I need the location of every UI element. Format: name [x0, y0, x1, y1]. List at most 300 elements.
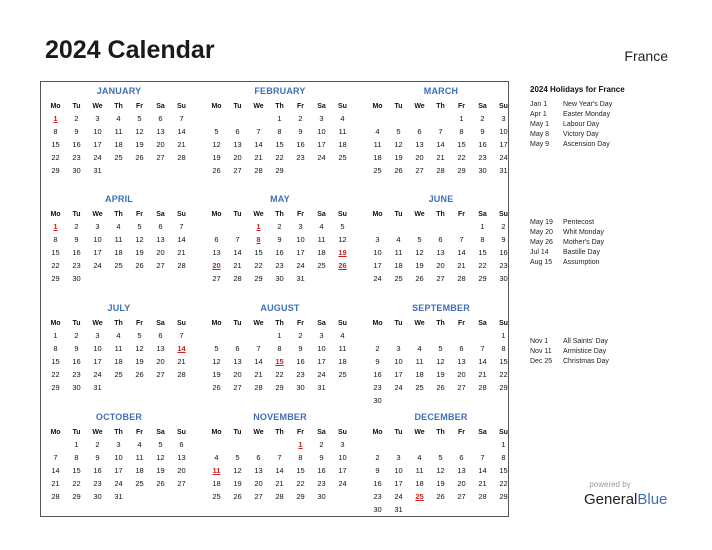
week-row — [206, 233, 354, 246]
weekday-header — [206, 318, 354, 329]
day-cell: 29 — [51, 383, 60, 392]
month-may — [206, 193, 354, 285]
holiday-date: Nov 11 — [530, 348, 552, 355]
weekday-label: Th — [436, 211, 445, 218]
day-cell: 23 — [275, 261, 284, 270]
day-cell: 12 — [436, 357, 445, 366]
week-row — [206, 151, 354, 164]
week-row — [206, 329, 354, 342]
empty-cell — [332, 164, 353, 177]
empty-cell — [129, 272, 150, 285]
country-label: France — [624, 48, 668, 64]
day-cell: 24 — [93, 153, 102, 162]
day-cell: 5 — [396, 127, 401, 136]
weekday-label: Th — [275, 103, 284, 110]
day-cell: 18 — [394, 261, 403, 270]
day-cell: 21 — [436, 153, 445, 162]
holiday-date: May 1 — [530, 121, 550, 128]
day-cell: 1 — [53, 331, 58, 340]
week-row — [206, 451, 354, 464]
day-cell: 27 — [415, 166, 424, 175]
day-cell: 10 — [317, 344, 326, 353]
day-cell: 9 — [319, 453, 324, 462]
week-row — [45, 381, 193, 394]
brand-name-part2: Blue — [637, 491, 668, 508]
weekday-label: Su — [499, 103, 508, 110]
weekday-header — [45, 209, 193, 220]
holiday-list — [530, 337, 609, 367]
day-cell: 22 — [478, 261, 487, 270]
holiday-date: May 26 — [530, 239, 553, 246]
day-cell: 18 — [212, 479, 221, 488]
day-cell: 6 — [417, 127, 422, 136]
weekday-label: Th — [114, 211, 123, 218]
day-cell: 5 — [235, 453, 240, 462]
weekday-label: We — [414, 429, 425, 436]
day-cell: 2 — [74, 114, 79, 123]
empty-cell — [206, 112, 227, 125]
day-cell: 14 — [478, 466, 487, 475]
day-cell: 16 — [72, 248, 81, 257]
empty-cell — [227, 112, 248, 125]
weekday-label: Th — [436, 103, 445, 110]
holiday-item — [530, 100, 612, 110]
day-cell: 5 — [137, 114, 142, 123]
day-cell: 28 — [275, 492, 284, 501]
empty-cell — [129, 164, 150, 177]
day-cell: 1 — [277, 114, 282, 123]
day-cell: 25 — [114, 370, 123, 379]
weekday-label: Su — [177, 103, 186, 110]
weekday-label: Tu — [233, 103, 242, 110]
day-cell: 12 — [338, 235, 347, 244]
day-cell: 2 — [74, 222, 79, 231]
month-february — [206, 85, 354, 177]
day-cell: 17 — [373, 261, 382, 270]
day-cell: 27 — [457, 492, 466, 501]
weekday-label: Sa — [478, 429, 487, 436]
day-cell: 23 — [373, 383, 382, 392]
day-cell: 21 — [478, 370, 487, 379]
week-row — [206, 220, 354, 233]
day-cell: 6 — [459, 344, 464, 353]
day-cell: 16 — [72, 140, 81, 149]
day-cell: 19 — [212, 370, 221, 379]
week-row — [367, 368, 515, 381]
day-cell: 16 — [93, 466, 102, 475]
day-cell: 12 — [135, 344, 144, 353]
day-cell: 8 — [501, 344, 506, 353]
empty-cell — [409, 329, 430, 342]
holiday-date: May 9 — [530, 141, 550, 148]
day-cell: 7 — [53, 453, 58, 462]
day-cell: 18 — [338, 140, 347, 149]
weekday-label: Tu — [394, 429, 403, 436]
empty-cell — [388, 394, 409, 407]
weekday-label: Fr — [297, 320, 304, 327]
empty-cell — [332, 490, 353, 503]
day-cell: 9 — [74, 127, 79, 136]
day-cell: 8 — [53, 344, 58, 353]
day-cell: 5 — [438, 453, 443, 462]
day-cell: 10 — [114, 453, 123, 462]
day-cell: 5 — [417, 235, 422, 244]
weekday-header — [367, 318, 515, 329]
holiday-date: May 8 — [530, 131, 550, 138]
empty-cell — [150, 164, 171, 177]
day-cell: 30 — [72, 274, 81, 283]
month-name: MAY — [270, 194, 290, 204]
day-cell: 18 — [338, 357, 347, 366]
page-title: 2024 Calendar — [45, 36, 215, 64]
day-cell: 13 — [233, 357, 242, 366]
week-row — [45, 112, 193, 125]
weekday-header — [206, 209, 354, 220]
powered-by-text: powered by — [589, 480, 631, 489]
day-cell: 31 — [499, 166, 508, 175]
day-cell: 11 — [338, 127, 347, 136]
holiday-name: Christmas Day — [563, 358, 609, 365]
week-row — [367, 438, 515, 451]
day-cell: 15 — [457, 140, 466, 149]
weekday-label: Mo — [50, 320, 61, 327]
day-cell: 17 — [394, 370, 403, 379]
holiday-day-cell: 15 — [275, 357, 284, 366]
day-cell: 30 — [317, 492, 326, 501]
empty-cell — [290, 164, 311, 177]
week-row — [45, 272, 193, 285]
empty-cell — [87, 272, 108, 285]
holidays-title: 2024 Holidays for France — [530, 85, 625, 94]
weekday-label: Su — [338, 103, 347, 110]
day-cell: 30 — [373, 505, 382, 514]
weekday-header — [206, 427, 354, 438]
day-cell: 20 — [156, 357, 165, 366]
weekday-label: Th — [275, 211, 284, 218]
week-row — [45, 125, 193, 138]
day-cell: 29 — [296, 492, 305, 501]
week-row — [206, 164, 354, 177]
day-cell: 20 — [233, 153, 242, 162]
weekday-label: We — [92, 429, 103, 436]
weekday-label: We — [92, 103, 103, 110]
day-cell: 7 — [179, 331, 184, 340]
day-cell: 22 — [499, 479, 508, 488]
holiday-day-cell: 11 — [212, 466, 221, 475]
day-cell: 6 — [256, 453, 261, 462]
day-cell: 25 — [114, 261, 123, 270]
week-row — [45, 329, 193, 342]
day-cell: 23 — [478, 153, 487, 162]
day-cell: 3 — [298, 222, 303, 231]
week-row — [206, 438, 354, 451]
week-row — [45, 220, 193, 233]
day-cell: 29 — [275, 383, 284, 392]
day-cell: 20 — [233, 370, 242, 379]
day-cell: 14 — [254, 140, 263, 149]
day-cell: 27 — [233, 166, 242, 175]
day-cell: 15 — [296, 466, 305, 475]
day-cell: 9 — [375, 466, 380, 475]
holiday-name: Pentecost — [563, 219, 595, 226]
day-cell: 2 — [74, 331, 79, 340]
day-cell: 22 — [275, 153, 284, 162]
weekday-label: Tu — [394, 211, 403, 218]
weekday-label: Mo — [372, 320, 383, 327]
day-cell: 6 — [235, 344, 240, 353]
holiday-day-cell: 1 — [53, 114, 58, 123]
day-cell: 24 — [114, 479, 123, 488]
day-cell: 22 — [51, 153, 60, 162]
empty-cell — [171, 272, 192, 285]
weekday-header — [45, 101, 193, 112]
day-cell: 2 — [375, 453, 380, 462]
day-cell: 22 — [51, 370, 60, 379]
week-row — [367, 490, 515, 503]
weekday-label: Sa — [317, 103, 326, 110]
empty-cell — [409, 503, 430, 516]
day-cell: 3 — [319, 331, 324, 340]
holiday-name: Bastille Day — [563, 249, 600, 256]
day-cell: 27 — [254, 492, 263, 501]
empty-cell — [367, 112, 388, 125]
empty-cell — [388, 112, 409, 125]
day-cell: 27 — [457, 383, 466, 392]
day-cell: 18 — [135, 466, 144, 475]
day-cell: 15 — [72, 466, 81, 475]
day-cell: 15 — [499, 357, 508, 366]
day-cell: 4 — [116, 331, 121, 340]
day-cell: 16 — [373, 479, 382, 488]
day-cell: 21 — [275, 479, 284, 488]
brand-logo — [584, 480, 667, 508]
day-cell: 16 — [275, 248, 284, 257]
day-cell: 16 — [478, 140, 487, 149]
day-cell: 26 — [436, 492, 445, 501]
weekday-label: Su — [338, 211, 347, 218]
day-cell: 9 — [501, 235, 506, 244]
day-cell: 1 — [501, 440, 506, 449]
empty-cell — [430, 503, 451, 516]
empty-cell — [493, 503, 514, 516]
holiday-name: Whit Monday — [563, 229, 604, 236]
empty-cell — [472, 329, 493, 342]
day-cell: 24 — [373, 274, 382, 283]
day-cell: 14 — [177, 235, 186, 244]
day-cell: 10 — [317, 127, 326, 136]
day-cell: 4 — [340, 331, 345, 340]
week-row — [45, 342, 193, 355]
weekday-label: We — [92, 211, 103, 218]
day-cell: 23 — [317, 479, 326, 488]
day-cell: 30 — [275, 274, 284, 283]
holiday-name: Ascension Day — [563, 141, 610, 148]
week-row — [367, 342, 515, 355]
day-cell: 14 — [233, 248, 242, 257]
weekday-label: Mo — [211, 429, 222, 436]
weekday-label: Mo — [211, 103, 222, 110]
day-cell: 6 — [235, 127, 240, 136]
weekday-label: Fr — [136, 429, 143, 436]
empty-cell — [451, 503, 472, 516]
holiday-date: May 19 — [530, 219, 553, 226]
day-cell: 23 — [72, 153, 81, 162]
day-cell: 5 — [214, 127, 219, 136]
month-august — [206, 302, 354, 394]
holiday-date: Dec 25 — [530, 358, 553, 365]
holiday-day-cell: 1 — [256, 222, 261, 231]
day-cell: 7 — [277, 453, 282, 462]
week-row — [367, 151, 515, 164]
day-cell: 13 — [457, 357, 466, 366]
month-name: FEBRUARY — [254, 86, 306, 96]
day-cell: 4 — [396, 235, 401, 244]
day-cell: 6 — [214, 235, 219, 244]
day-cell: 2 — [375, 344, 380, 353]
holiday-item — [530, 357, 609, 367]
calendar-grid — [40, 81, 509, 517]
day-cell: 10 — [338, 453, 347, 462]
day-cell: 4 — [214, 453, 219, 462]
empty-cell — [206, 438, 227, 451]
week-row — [206, 272, 354, 285]
week-row — [45, 246, 193, 259]
holiday-item — [530, 337, 609, 347]
day-cell: 29 — [478, 274, 487, 283]
day-cell: 21 — [254, 370, 263, 379]
day-cell: 9 — [74, 235, 79, 244]
weekday-header — [206, 101, 354, 112]
day-cell: 13 — [156, 235, 165, 244]
empty-cell — [451, 329, 472, 342]
day-cell: 28 — [233, 274, 242, 283]
empty-cell — [430, 220, 451, 233]
week-row — [367, 220, 515, 233]
day-cell: 3 — [116, 440, 121, 449]
day-cell: 27 — [156, 153, 165, 162]
holiday-name: Armistice Day — [563, 348, 607, 355]
day-cell: 20 — [156, 248, 165, 257]
day-cell: 12 — [415, 248, 424, 257]
day-cell: 7 — [480, 344, 485, 353]
weekday-label: Th — [436, 320, 445, 327]
holiday-name: Victory Day — [563, 131, 599, 138]
week-row — [206, 368, 354, 381]
day-cell: 15 — [51, 248, 60, 257]
day-cell: 13 — [177, 453, 186, 462]
day-cell: 27 — [156, 370, 165, 379]
holiday-list — [530, 100, 612, 150]
holiday-name: Easter Monday — [563, 111, 611, 118]
weekday-label: Mo — [50, 211, 61, 218]
day-cell: 17 — [338, 466, 347, 475]
day-cell: 17 — [93, 140, 102, 149]
day-cell: 4 — [137, 440, 142, 449]
day-cell: 20 — [457, 370, 466, 379]
weekday-label: Su — [338, 429, 347, 436]
day-cell: 12 — [135, 235, 144, 244]
day-cell: 1 — [501, 331, 506, 340]
day-cell: 12 — [436, 466, 445, 475]
day-cell: 20 — [457, 479, 466, 488]
day-cell: 23 — [373, 492, 382, 501]
day-cell: 23 — [93, 479, 102, 488]
month-april — [45, 193, 193, 285]
day-cell: 11 — [394, 248, 403, 257]
week-row — [367, 233, 515, 246]
weekday-label: Tu — [72, 103, 81, 110]
week-row — [206, 477, 354, 490]
day-cell: 18 — [114, 140, 123, 149]
empty-cell — [227, 329, 248, 342]
weekday-label: Sa — [156, 211, 165, 218]
week-row — [45, 138, 193, 151]
weekday-label: We — [253, 103, 264, 110]
empty-cell — [108, 272, 129, 285]
day-cell: 25 — [114, 153, 123, 162]
weekday-label: Sa — [478, 320, 487, 327]
day-cell: 19 — [436, 479, 445, 488]
weekday-label: Su — [338, 320, 347, 327]
week-row — [367, 125, 515, 138]
day-cell: 27 — [436, 274, 445, 283]
weekday-label: Fr — [136, 103, 143, 110]
day-cell: 18 — [114, 248, 123, 257]
day-cell: 3 — [95, 222, 100, 231]
day-cell: 3 — [319, 114, 324, 123]
day-cell: 4 — [417, 344, 422, 353]
weekday-label: Mo — [372, 429, 383, 436]
day-cell: 1 — [459, 114, 464, 123]
week-row — [45, 490, 193, 503]
holiday-day-cell: 8 — [256, 235, 261, 244]
weekday-label: Mo — [372, 103, 383, 110]
empty-cell — [150, 490, 171, 503]
day-cell: 5 — [438, 344, 443, 353]
day-cell: 14 — [478, 357, 487, 366]
day-cell: 24 — [499, 153, 508, 162]
day-cell: 12 — [394, 140, 403, 149]
empty-cell — [409, 112, 430, 125]
day-cell: 28 — [254, 383, 263, 392]
day-cell: 29 — [51, 166, 60, 175]
empty-cell — [472, 503, 493, 516]
day-cell: 13 — [212, 248, 221, 257]
month-july — [45, 302, 193, 394]
holiday-day-cell: 14 — [177, 344, 186, 353]
holiday-name: New Year's Day — [563, 101, 613, 108]
day-cell: 30 — [72, 166, 81, 175]
day-cell: 23 — [296, 370, 305, 379]
weekday-label: Fr — [458, 320, 465, 327]
weekday-label: Mo — [372, 211, 383, 218]
weekday-label: Su — [499, 320, 508, 327]
day-cell: 27 — [156, 261, 165, 270]
day-cell: 11 — [338, 344, 347, 353]
day-cell: 22 — [275, 370, 284, 379]
empty-cell — [430, 329, 451, 342]
day-cell: 11 — [415, 466, 424, 475]
day-cell: 16 — [317, 466, 326, 475]
week-row — [206, 355, 354, 368]
weekday-label: Sa — [317, 429, 326, 436]
day-cell: 28 — [254, 166, 263, 175]
day-cell: 15 — [51, 140, 60, 149]
day-cell: 12 — [233, 466, 242, 475]
holiday-date: May 20 — [530, 229, 553, 236]
day-cell: 12 — [212, 357, 221, 366]
day-cell: 26 — [212, 383, 221, 392]
